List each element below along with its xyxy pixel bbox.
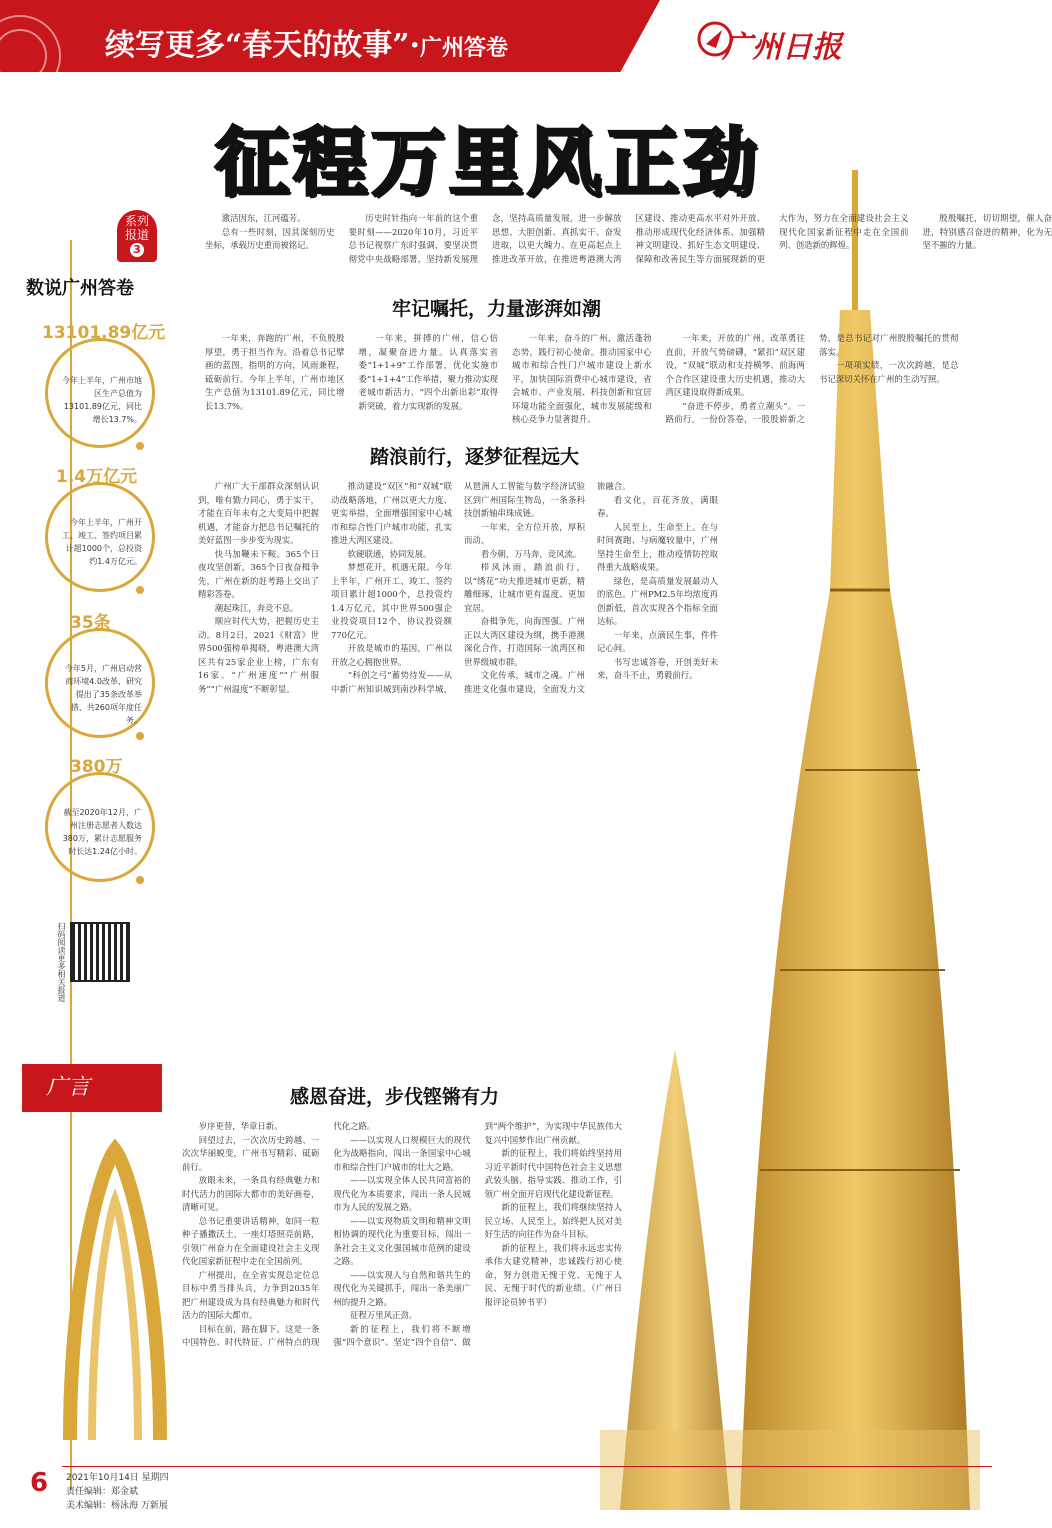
section3-paragraph: 目标在前，路在脚下。这是一条中国特色、时代特征、广州特点的现代化之路。 bbox=[182, 1121, 376, 1347]
section2-paragraph: 软硬联通，协同发展。 bbox=[347, 548, 432, 559]
section2-paragraph: 看今朝，万马奔，竞风流。 bbox=[480, 548, 582, 559]
section3-text bbox=[182, 1120, 622, 1450]
section3-paragraph: ——以实现人与自然和谐共生的现代化为关键抓手，闯出一条美丽广州的提升之路。 bbox=[333, 1269, 471, 1307]
footer-rule bbox=[62, 1466, 992, 1467]
stat-value: 380万 bbox=[70, 757, 123, 777]
banner-decoration bbox=[0, 0, 95, 72]
section1-text bbox=[205, 332, 959, 428]
section1-paragraph: 一年来，拼搏的广州，信心倍增，凝聚奋进力量。认真落实省委“1+1+9”工作部署，优化实施市委“1+1+4”工作举措，聚力推动实现老城市新活力、“四个出新出彩”取得新突破，着力实现新的发展。 bbox=[358, 333, 498, 411]
stat-text: 截至2020年12月，广州注册志愿者人数达380万，累计志愿服务时长达1.24亿小时。 bbox=[62, 808, 142, 856]
page-headline: 征程万里风正劲 bbox=[215, 120, 761, 206]
section3-paragraph: 新的征程上，我们将继续坚持人民立场、人民至上，始终把人民对美好生活的向往作为奋斗目标。 bbox=[484, 1202, 622, 1239]
section3-paragraph: 新的征程上，我们将不断增强“四个意识”、坚定“四个自信”、做到“两个维护”，为实现中华民族伟大复兴中国梦作出广州贡献。 bbox=[333, 1121, 622, 1347]
section2-text bbox=[198, 480, 718, 1060]
section3-paragraph: 回望过去，一次次历史跨越、一次次华丽蜕变，广州书写精彩、砥砺前行。 bbox=[182, 1134, 320, 1172]
section1-paragraph: 一年来，开放的广州，改革勇往直前，开放气势磅礴，“紧扣”双区建设，“双城”联动和支持横琴、前海两个合作区建设重大历史机遇，推动大湾区建设取得新成果。 bbox=[665, 333, 805, 397]
art-editor: 美术编辑：杨泳海 万新展 bbox=[66, 1501, 168, 1511]
series-number: 3 bbox=[130, 243, 144, 257]
responsible-editor: 责任编辑：郑金斌 bbox=[66, 1487, 139, 1497]
section3-paragraph: 新的征程上，我们将永远忠实传承伟大建党精神，忠诚践行初心使命，努力创造无愧于党、无愧于人民、无愧于时代的新业绩。（广州日报评论员钟书平） bbox=[484, 1242, 622, 1307]
series-badge bbox=[117, 210, 157, 262]
intro-text bbox=[205, 212, 1052, 276]
stat-dot bbox=[136, 586, 144, 594]
section3-paragraph: 放眼未来，一条具有经典魅力和时代活力的国际大都市的美好画卷，清晰可见。 bbox=[182, 1175, 320, 1212]
section-title: 感恩奋进，步伐铿锵有力 bbox=[290, 1086, 500, 1108]
newspaper-logo: 广州日报 bbox=[722, 30, 842, 65]
publication-date: 2021年10月14日 星期四 bbox=[66, 1473, 169, 1483]
column-logo: 广言 bbox=[22, 1064, 162, 1112]
section2-paragraph: 开放是城市的基因，广州以开放之心拥抱世界。 bbox=[331, 643, 452, 667]
section3-paragraph: ——以实现物质文明和精神文明相协调的现代化为重要目标，闯出一条社会主义文化强国城市范例的建设之路。 bbox=[333, 1215, 471, 1266]
section2-paragraph: 推动建设“双区”和“双城”联动战略落地，广州以更大力度、更实举措，全面增强国家中心城市和综合性门户城市功能，扎实推进大湾区建设。 bbox=[331, 481, 452, 545]
arch-decoration bbox=[60, 1130, 170, 1440]
section1-paragraph: “奋进不停步，勇者立潮头”。一路前行，一份份答卷，一股股崭新之势，是总书记对广州殷殷嘱托的贯彻落实。 bbox=[665, 333, 959, 424]
series-label: 系列报道 bbox=[125, 214, 150, 242]
section1-paragraph: 一项项实绩，一次次跨越，是总书记深切关怀在广州的生动写照。 bbox=[819, 360, 959, 384]
page-number: 6 bbox=[30, 1468, 49, 1498]
section2-paragraph: 一年来，全方位开放，厚积而动。 bbox=[464, 521, 585, 545]
stat-dot bbox=[136, 876, 144, 884]
section2-paragraph: 一年来，点滴民生事，件件记心间。 bbox=[597, 629, 718, 653]
stat-text: 今年5月，广州启动营商环境4.0改革，研究提出了35条改革举措、共260项年度任务。 bbox=[64, 664, 142, 725]
section3-paragraph: 岁序更替，华章日新。 bbox=[198, 1121, 283, 1131]
section1-paragraph: 一年来，奔跑的广州，不负殷殷厚望，勇于担当作为。沿着总书记擘画的蓝图，指明的方向，风雨兼程，砥砺前行。今年上半年，广州市地区生产总值为13101.89亿元，同比增长13.7%。 bbox=[205, 333, 345, 411]
stat-value: 1.4万亿元 bbox=[56, 467, 138, 487]
section3-paragraph: ——以实现人口规模巨大的现代化为战略指向，闯出一条国家中心城市和综合性门户城市的壮大之路。 bbox=[333, 1134, 471, 1172]
banner-title-main: 续写更多“春天的故事”· bbox=[105, 28, 420, 63]
stat-value: 35条 bbox=[70, 613, 111, 633]
section1-paragraph: 一年来，奋斗的广州，激活蓬勃态势，践行初心使命。推动国家中心城市和综合性门户城市建设上新水平，加快国际消费中心城市建设，省会城市、产业发展、科技创新和宜居环境功能全面强化，城市发展能级和核心竞争力显著提升。 bbox=[512, 333, 652, 424]
section2-paragraph: 文化传承，城市之魂。广州推进文化强市建设，全面发力文旅融合。 bbox=[464, 481, 631, 694]
qr-caption: 扫码阅读更多相关报道 bbox=[57, 922, 66, 1002]
section-title: 踏浪前行，逐梦征程远大 bbox=[370, 446, 580, 468]
section2-paragraph: 人民至上，生命至上。在与时间赛跑、与病魔较量中，广州坚持生命至上，推动疫情防控取得重大战略成果。 bbox=[597, 521, 718, 572]
section2-paragraph: 看文化，百花齐放，满眼春。 bbox=[597, 494, 718, 518]
intro-paragraph: 总有一些时刻，因其深刻历史坐标，承载历史重而被铭记。 bbox=[205, 226, 335, 250]
section3-paragraph: 征程万里风正劲。 bbox=[350, 1310, 418, 1320]
section3-paragraph: 新的征程上，我们将始终坚持用习近平新时代中国特色社会主义思想武装头脑、指导实践、推动工作，引领广州全面开启现代化建设新征程。 bbox=[484, 1148, 622, 1199]
section2-paragraph: 绿色，是高质量发展最动人的底色。广州PM2.5年均浓度再创新低，首次实现各个指标全面达标。 bbox=[597, 575, 718, 626]
section2-paragraph: 奋楫争先，向海图强。广州正以大湾区建设为纲，携手港澳深化合作，打造国际一流湾区和世界级城市群。 bbox=[464, 616, 585, 667]
intro-paragraph: 历史时针指向一年前的这个重要时刻——2020年10月，习近平总书记视察广东时强调，要坚决贯彻党中央战略部署，坚持新发展理念，坚持高质量发展，进一步解放思想、大胆创新、真抓实干、奋发进取，以更大魄力、在更高起点上推进改革开放，在推进粤港澳大湾区建设、推动更高水平对外开放、推动形成现代化经济体系、加强精神文明建设、抓好生态文明建设、保障和改善民生等方面展现新的更大作为，努力在全面建设社会主义现代化国家新征程中走在全国前列、创造新的辉煌。 bbox=[348, 213, 909, 264]
section2-paragraph: 栉风沐雨，踏浪前行，以“绣花”功夫推进城市更新，精雕细琢，让城市更有温度、更加宜居。 bbox=[464, 562, 585, 613]
stat-dot bbox=[136, 442, 144, 450]
stat-dot bbox=[136, 732, 144, 740]
section3-paragraph: 总书记重要讲话精神，如同一粒种子播撒沃土，一座灯塔照亮前路，引领广州奋力在全面建设社会主义现代化国家新征程中走在全国前列。 bbox=[182, 1215, 320, 1266]
stat-text: 今年上半年，广州开工、竣工、签约项目累计超1000个，总投资约1.4万亿元。 bbox=[62, 518, 142, 566]
section3-paragraph: 广州提出，在全省实现总定位总目标中勇当排头兵，力争到2035年把广州建设成为具有经典魅力和时代活力的国际大都市。 bbox=[182, 1269, 320, 1320]
intro-paragraph: 殷殷嘱托，切切期望，催人奋进，特别感召奋进的精神，化为无坚不摧的力量。 bbox=[922, 213, 1052, 250]
section2-paragraph: 书写忠诚答卷，开创美好未来，奋斗不止，勇毅前行。 bbox=[597, 656, 718, 680]
section2-paragraph: 快马加鞭未下鞍。365个日夜攻坚创新，365个日夜奋楫争先，广州在新的赶考路上交出了精彩答卷。 bbox=[198, 548, 319, 599]
section3-paragraph: ——以实现全体人民共同富裕的现代化为本质要求，闯出一条人民城市为人民的发展之路。 bbox=[333, 1175, 471, 1212]
banner-title bbox=[105, 20, 508, 64]
section2-paragraph: 梦想花开，机遇无限。今年上半年，广州开工、竣工、签约项目累计超1000个，总投资约1.4万亿元，其中世界500强企业投资项目12个，协议投资额770亿元。 bbox=[331, 562, 452, 640]
section2-paragraph: 广州广大干部群众深刻认识到，唯有勠力同心，勇于实干，才能在百年未有之大变局中把握机遇，才能奋力把总书记嘱托的美好蓝图一步步变为现实。 bbox=[198, 481, 319, 545]
stat-value: 13101.89亿元 bbox=[42, 323, 166, 343]
sidebar-heading: 数说广州答卷 bbox=[26, 278, 134, 299]
section2-paragraph: 潮起珠江，奔竞不息。 bbox=[214, 602, 299, 613]
section2-paragraph: “科创之弓”蓄势待发——从中新广州知识城到南沙科学城，从琶洲人工智能与数字经济试验区到广州国际生物岛，一条条科技创新轴串珠成链。 bbox=[331, 481, 585, 694]
banner-subtitle: 广州答卷 bbox=[419, 35, 508, 61]
intro-paragraph: 激活因东，江河蕴芳。 bbox=[221, 213, 306, 223]
qr-code[interactable] bbox=[70, 922, 130, 982]
section-title: 牢记嘱托，力量澎湃如潮 bbox=[392, 298, 602, 320]
section2-paragraph: 顺应时代大势，把握历史主动。8月2日，2021《财富》世界500强榜单揭晓，粤港澳大湾区共有25家企业上榜，广东有16家。“广州速度”“广州服务”“广州温度”不断彰显。 bbox=[198, 616, 319, 694]
stat-text: 今年上半年，广州市地区生产总值为13101.89亿元，同比增长13.7%。 bbox=[62, 376, 142, 424]
